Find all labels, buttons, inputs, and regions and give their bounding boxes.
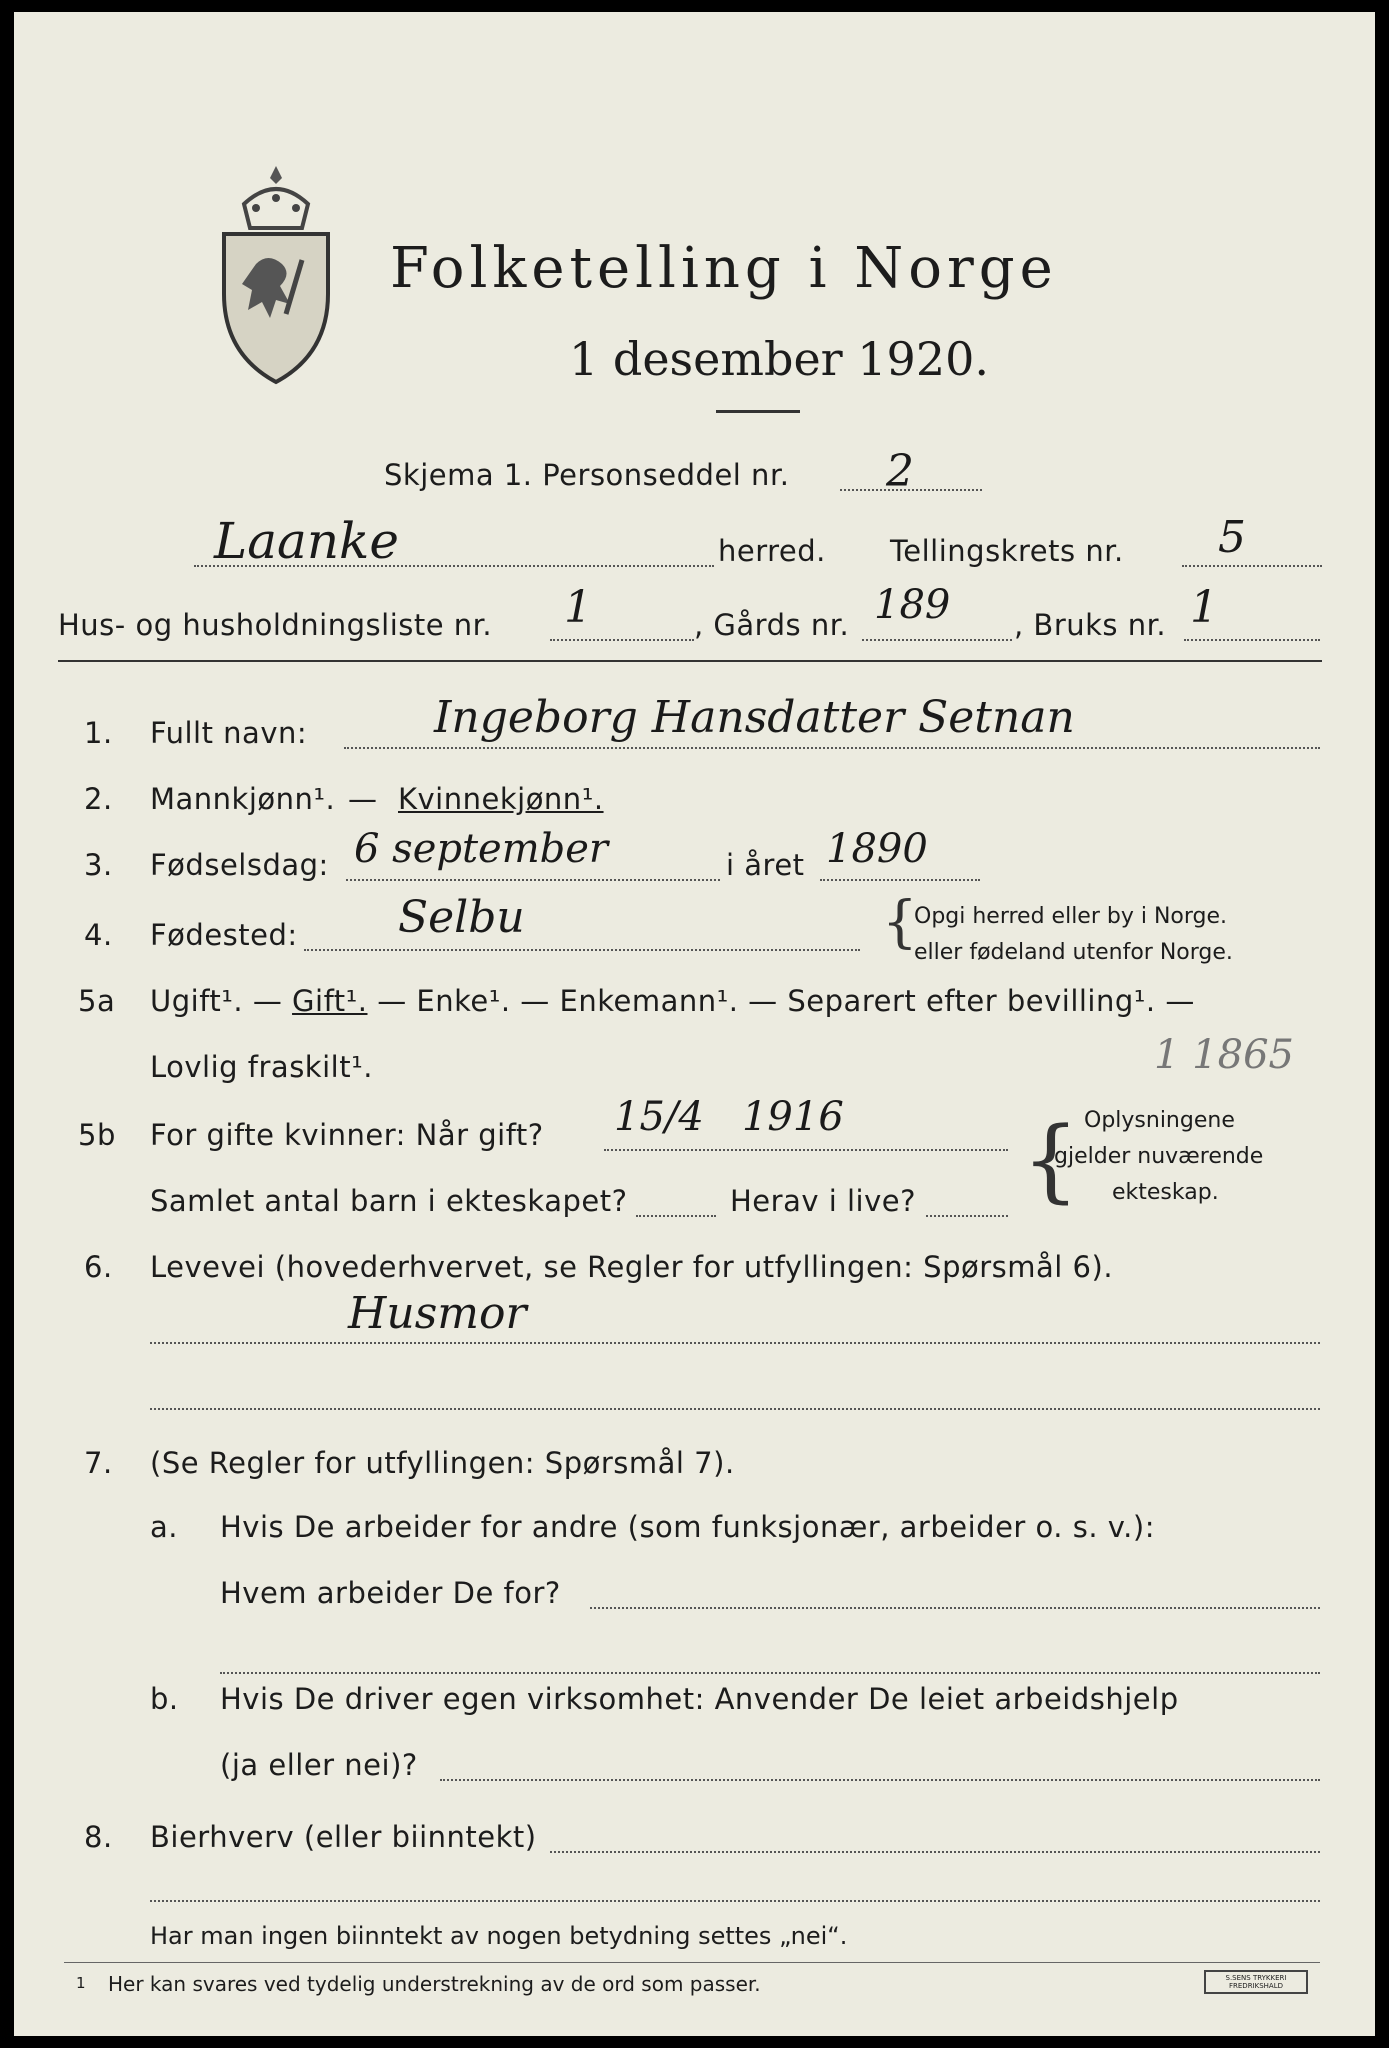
gards-label: , Gårds nr.	[694, 608, 850, 642]
full-name-value: Ingeborg Hansdatter Setnan	[434, 692, 1075, 743]
q5b-note-1: Oplysningene	[1084, 1108, 1235, 1133]
printer-stamp: S.SENS TRYKKERI FREDRIKSHALD	[1204, 1970, 1308, 1994]
marital-status-divorced: Lovlig fraskilt¹.	[150, 1050, 373, 1084]
q7b-question: (ja eller nei)?	[220, 1748, 418, 1782]
q5a-number: 5a	[78, 984, 116, 1018]
birthplace-note-1: Opgi herred eller by i Norge.	[914, 904, 1228, 929]
children-total-label: Samlet antal barn i ekteskapet?	[150, 1184, 628, 1218]
q7-number: 7.	[84, 1446, 113, 1480]
q7-label: (Se Regler for utfyllingen: Spørsmål 7).	[150, 1446, 735, 1480]
q6-label: Levevei (hovederhvervet, se Regler for utfyllingen: Spørsmål 6).	[150, 1250, 1114, 1284]
birth-year-label: i året	[726, 848, 805, 882]
title-divider	[716, 410, 800, 413]
q5b-note-2: gjelder nuværende	[1054, 1144, 1264, 1169]
q7a-letter: a.	[150, 1510, 178, 1544]
birthplace-note-2: eller fødeland utenfor Norge.	[914, 940, 1233, 965]
marital-status-options: Ugift¹. — Gift¹. — Enke¹. — Enkemann¹. — Separert efter bevilling¹. —	[150, 984, 1195, 1018]
q4-number: 4.	[84, 918, 113, 952]
q5b-number: 5b	[78, 1118, 116, 1152]
q8-label: Bierhverv (eller biinntekt)	[150, 1820, 537, 1854]
footnote-mark: 1	[76, 1974, 86, 1992]
herred-value: Laanke	[214, 512, 399, 570]
skjema-label: Skjema 1. Personseddel nr.	[384, 458, 790, 492]
tellingskrets-nr: 5	[1218, 512, 1246, 563]
header-rule	[58, 660, 1322, 662]
gender-male: Mannkjønn¹.	[150, 782, 336, 816]
birthplace-value: Selbu	[398, 892, 525, 943]
occupation-value: Husmor	[348, 1288, 527, 1339]
margin-note: 1 1865	[1154, 1032, 1294, 1078]
q5b-label: For gifte kvinner: Når gift?	[150, 1118, 544, 1152]
q8-number: 8.	[84, 1820, 113, 1854]
census-date: 1 desember 1920.	[569, 332, 989, 386]
q2-number: 2.	[84, 782, 113, 816]
bruks-label: , Bruks nr.	[1014, 608, 1167, 642]
children-alive-label: Herav i live?	[730, 1184, 917, 1218]
q1-label: Fullt navn:	[150, 716, 308, 750]
q5b-brace: {	[1022, 1108, 1080, 1213]
marital-status-selected: Gift¹.	[292, 984, 368, 1018]
birth-day-value: 6 september	[354, 826, 609, 872]
q5b-note-3: ekteskap.	[1112, 1180, 1219, 1205]
census-form	[14, 12, 1375, 2036]
q4-label: Fødested:	[150, 918, 298, 952]
footnote-rule	[64, 1962, 1320, 1963]
footnote: Her kan svares ved tydelig understrekning av de ord som passer.	[108, 1972, 761, 1996]
gender-female-selected: Kvinnekjønn¹.	[398, 782, 604, 816]
q6-number: 6.	[84, 1250, 113, 1284]
coat-of-arms-icon	[216, 164, 336, 386]
herred-label: herred.	[718, 534, 826, 568]
q4-brace: {	[882, 890, 918, 955]
q1-number: 1.	[84, 716, 113, 750]
q3-number: 3.	[84, 848, 113, 882]
q7a-question: Hvem arbeider De for?	[220, 1576, 561, 1610]
footer-note: Har man ingen biinntekt av nogen betydning settes „nei“.	[150, 1922, 848, 1950]
q7a-text: Hvis De arbeider for andre (som funksjonær, arbeider o. s. v.):	[220, 1510, 1155, 1544]
personseddel-nr: 2	[886, 446, 914, 497]
marriage-date-value: 15/4 1916	[614, 1094, 844, 1140]
husliste-label: Hus- og husholdningsliste nr.	[58, 608, 493, 642]
form-title: Folketelling i Norge	[390, 236, 1058, 301]
gender-dash: —	[348, 782, 378, 816]
q7b-letter: b.	[150, 1682, 179, 1716]
q7b-text: Hvis De driver egen virksomhet: Anvender De leiet arbeidshjelp	[220, 1682, 1179, 1716]
bruks-nr: 1	[1190, 582, 1218, 633]
q3-label: Fødselsdag:	[150, 848, 329, 882]
gards-nr: 189	[874, 582, 951, 628]
husliste-nr: 1	[564, 582, 592, 633]
tellingskrets-label: Tellingskrets nr.	[890, 534, 1124, 568]
birth-year-value: 1890	[826, 826, 928, 872]
